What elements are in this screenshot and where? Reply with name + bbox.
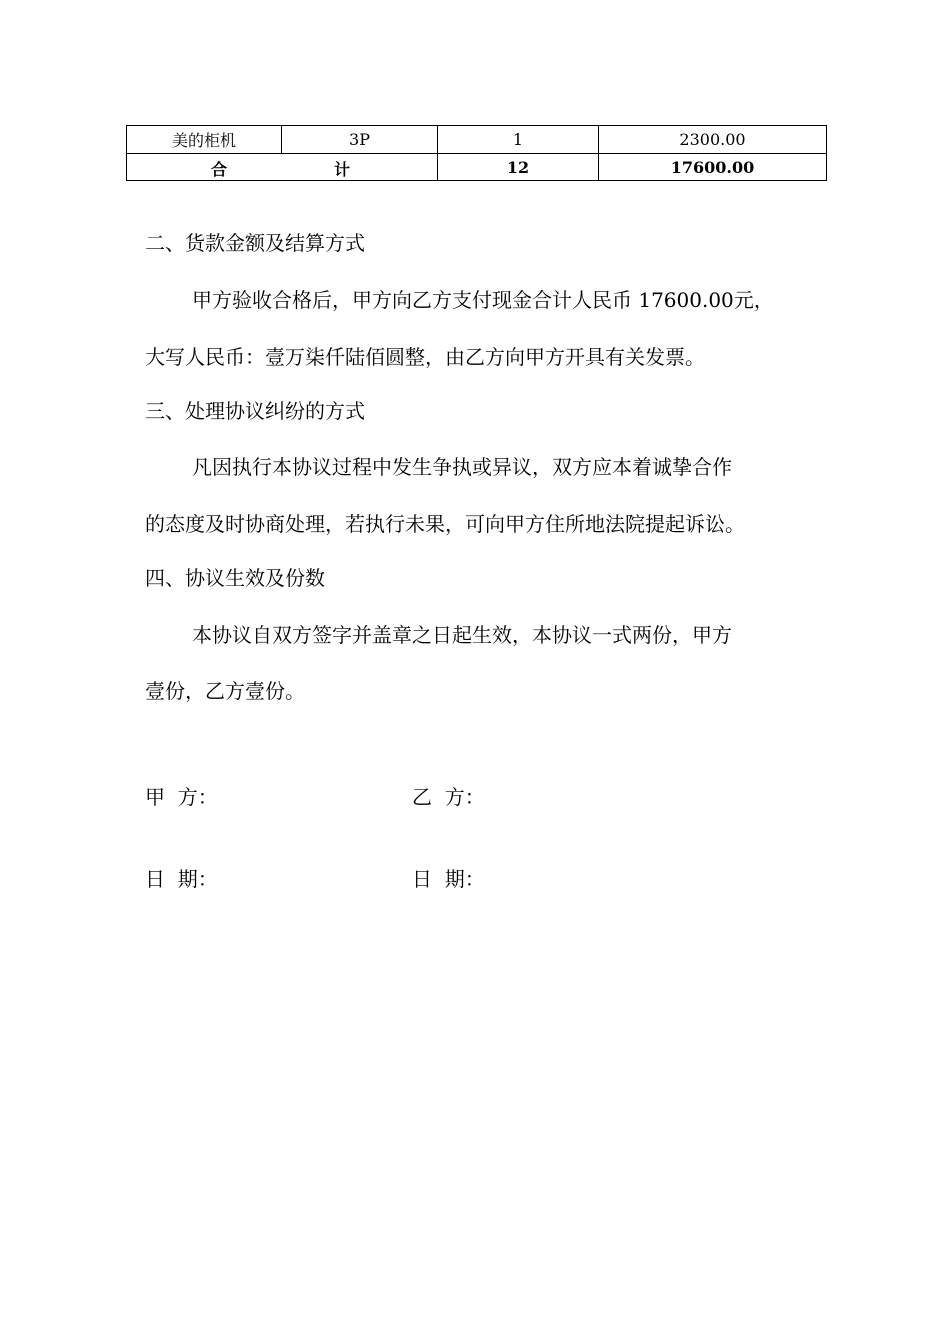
items-table bbox=[126, 125, 827, 181]
validity-paragraph-line2: 壹份，乙方壹份。 bbox=[145, 679, 305, 703]
validity-heading: 四、协议生效及份数 bbox=[145, 566, 325, 590]
total-label-cell bbox=[127, 154, 438, 181]
payment-heading: 二、货款金额及结算方式 bbox=[145, 231, 365, 255]
party-a-label: 甲 方： bbox=[145, 785, 218, 809]
validity-paragraph-line1: 本协议自双方签字并盖章之日起生效，本协议一式两份，甲方 bbox=[192, 623, 732, 647]
total-amount-cell: 17600.00 bbox=[599, 154, 827, 181]
item-amount-cell: 2300.00 bbox=[599, 126, 827, 154]
total-label-part1: 合 bbox=[211, 160, 228, 179]
item-quantity-cell: 1 bbox=[438, 126, 599, 154]
dispute-paragraph-line1: 凡因执行本协议过程中发生争执或异议，双方应本着诚挚合作 bbox=[192, 455, 732, 479]
payment-paragraph-line1: 甲方验收合格后，甲方向乙方支付现金合计人民币 17600.00元， bbox=[192, 288, 774, 312]
dispute-heading: 三、处理协议纠纷的方式 bbox=[145, 399, 365, 423]
item-spec-cell: 3P bbox=[282, 126, 438, 154]
party-b-label: 乙 方： bbox=[412, 785, 485, 809]
total-label-part2: 计 bbox=[334, 160, 351, 179]
dispute-paragraph-line2: 的态度及时协商处理，若执行未果，可向甲方住所地法院提起诉讼。 bbox=[145, 512, 745, 536]
total-row bbox=[127, 154, 827, 181]
party-a-date-label: 日 期： bbox=[145, 867, 218, 891]
table-row bbox=[127, 126, 827, 154]
party-b-date-label: 日 期： bbox=[412, 867, 485, 891]
item-name-cell: 美的柜机 bbox=[127, 126, 282, 154]
total-quantity-cell: 12 bbox=[438, 154, 599, 181]
payment-paragraph-line2: 大写人民币：壹万柒仟陆佰圆整，由乙方向甲方开具有关发票。 bbox=[145, 345, 705, 369]
